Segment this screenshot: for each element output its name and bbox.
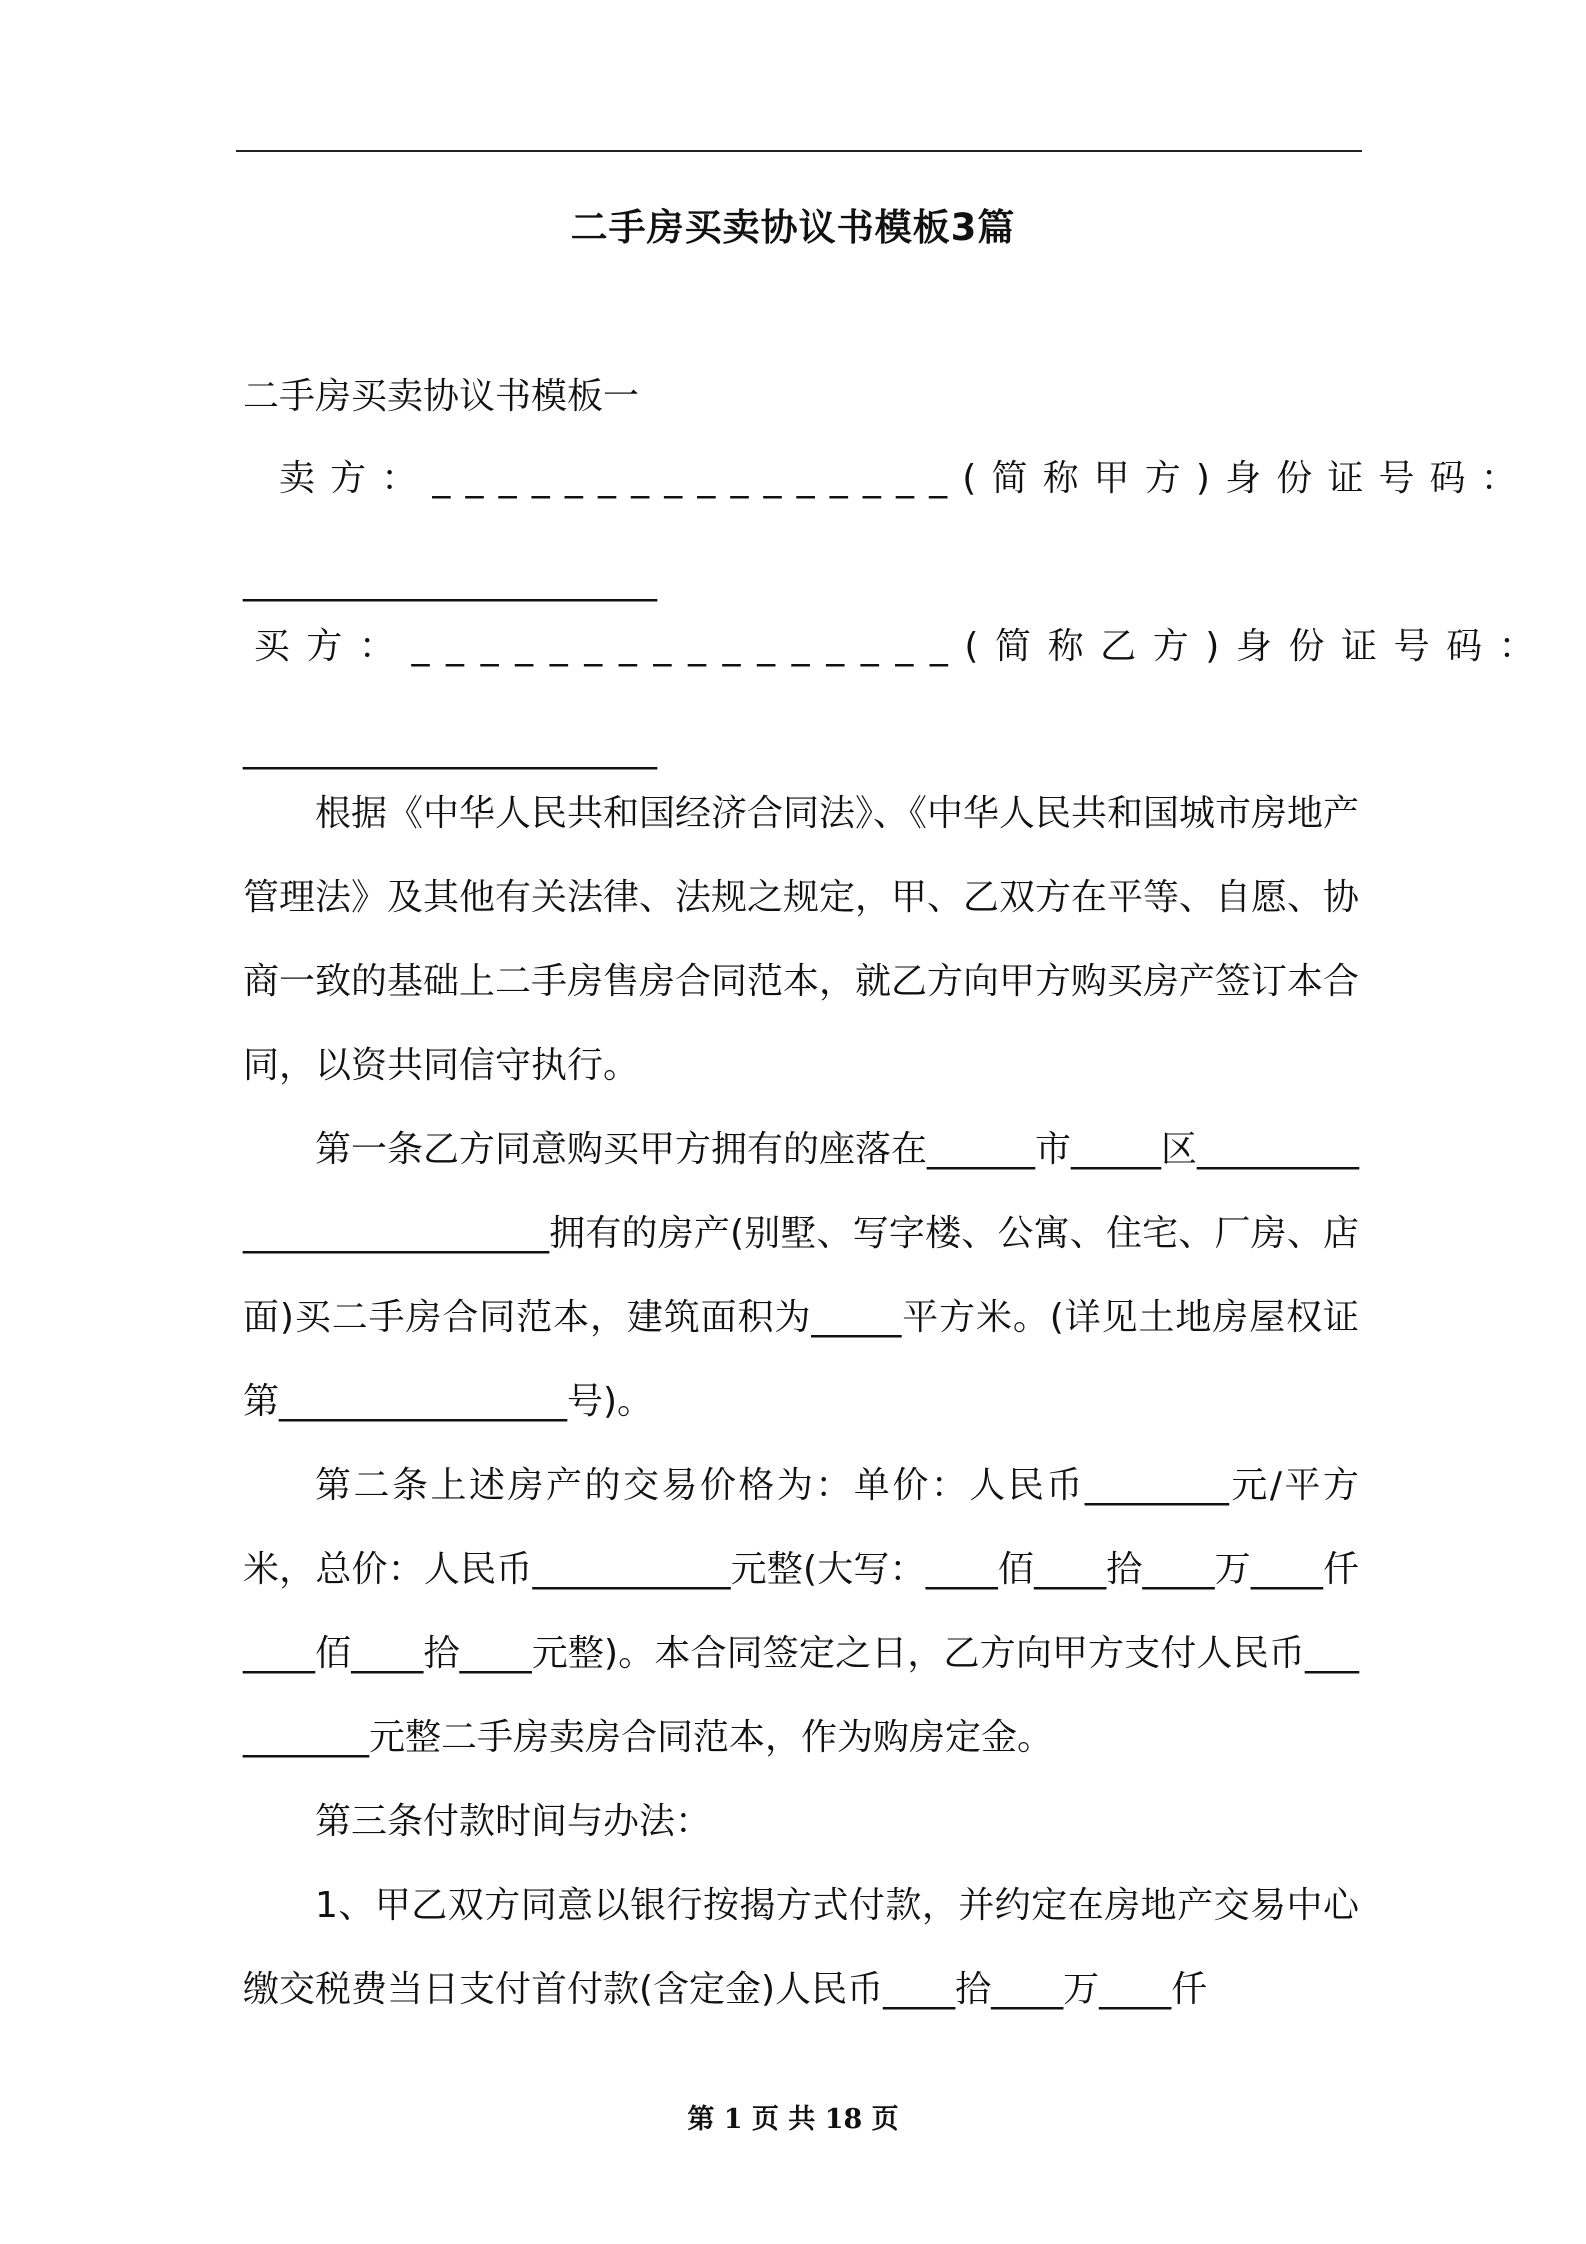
header-rule: [236, 150, 1362, 152]
document-title: 二手房买卖协议书模板3篇: [570, 206, 1016, 249]
section-heading: 二手房买卖协议书模板一: [243, 376, 640, 417]
buyer-line: 买方：________________(简称乙方)身份证号码：: [253, 626, 1552, 667]
page-number-footer: 第 1 页 共 18 页: [687, 2104, 899, 2135]
article-3-item-1: 1、甲乙双方同意以银行按揭方式付款，并约定在房地产交易中心缴交税费当日支付首付款(含定金)人民币____拾____万____仟: [243, 1885, 1359, 2010]
article-1-paragraph: 第一条乙方同意购买甲方拥有的座落在______市_____区__________________________拥有的房产(别墅、写字楼、公寓、住宅、厂房、店面)买二手房合同范本，建筑面积为_____平方米。(详见土地房屋权证第________________号)。: [243, 1129, 1360, 1422]
seller-id-blank: _______________________: [243, 561, 657, 602]
article-2-paragraph: 第二条上述房产的交易价格为：单价：人民币________元/平方米，总价：人民币___________元整(大写：____佰____拾____万____仟____佰____拾____元整)。本合同签定之日，乙方向甲方支付人民币__________元整二手房卖房合同范本，作为购房定金。: [243, 1465, 1359, 1758]
seller-line: 卖方：________________(简称甲方)身份证号码：: [279, 458, 1532, 499]
contract-body: [243, 772, 1359, 2032]
preamble-paragraph: 根据《中华人民共和国经济合同法》、《中华人民共和国城市房地产管理法》及其他有关法律、法规之规定，甲、乙双方在平等、自愿、协商一致的基础上二手房售房合同范本，就乙方向甲方购买房产签订本合同，以资共同信守执行。: [243, 793, 1360, 1086]
buyer-id-blank: _______________________: [243, 729, 657, 770]
article-3-heading: 第三条付款时间与办法：: [315, 1801, 712, 1842]
